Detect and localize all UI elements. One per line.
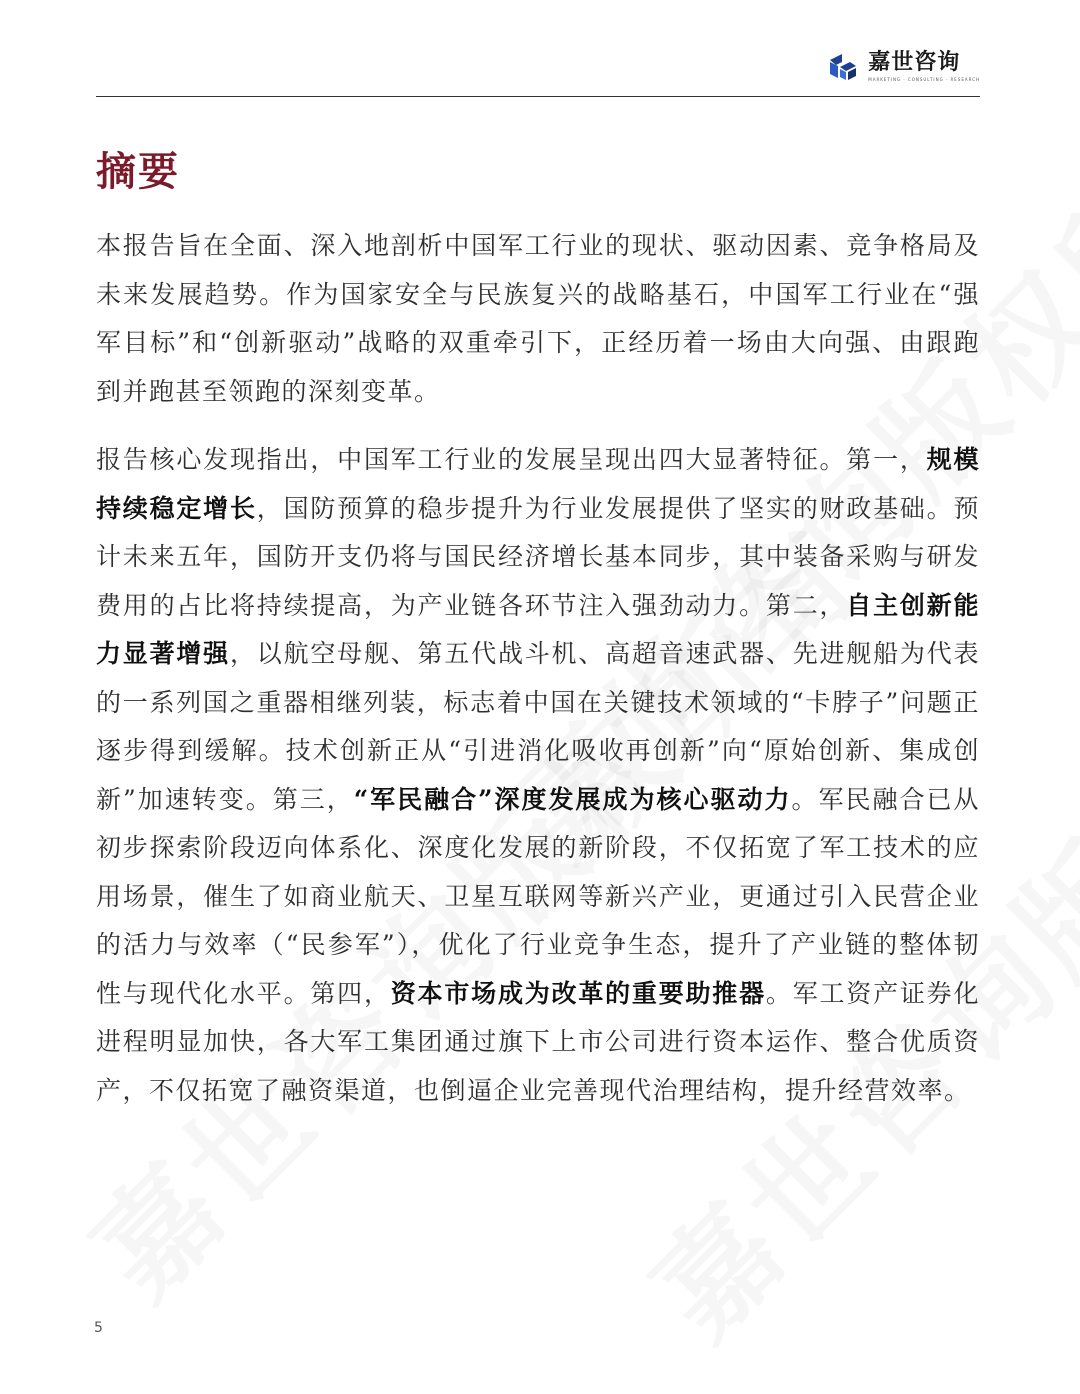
paragraph-text: 本报告旨在全面、深入地剖析中国军工行业的现状、驱动因素、竞争格局及未来发展趋势。作为国家安全与民族复兴的战略基石，中国军工行业在“强军目标”和“创新驱动”战略的双重牵引下，正经历着一场由大向强、由跟跑到并跑甚至领跑的深刻变革。 <box>96 231 980 406</box>
paragraph-text: ，以航空母舰、第五代战斗机、高超音速武器、先进舰船为代表的一系列国之重器相继列装，标志着中国在关键技术领域的“卡脖子”问题正逐步得到缓解。技术创新正从“引进消化吸收再创新”向“原始创新、集成创新”加速转变。第三， <box>96 639 980 814</box>
company-logo <box>826 50 980 84</box>
paragraph <box>96 222 980 416</box>
paragraph <box>96 436 980 1115</box>
logo-mark-icon <box>826 50 860 84</box>
page-header <box>96 40 980 98</box>
paragraph-text: 。军工资产证券化进程明显加快，各大军工集团通过旗下上市公司进行资本运作、整合优质资产，不仅拓宽了融资渠道，也倒逼企业完善现代治理结构，提升经营效率。 <box>96 978 980 1105</box>
emphasis-text: 自主创新能力显著增强 <box>96 590 980 668</box>
logo-name: 嘉世咨询 <box>868 50 961 75</box>
emphasis-text: 规模持续稳定增长 <box>96 445 980 523</box>
header-divider <box>96 96 980 97</box>
emphasis-text: “军民融合”深度发展成为核心驱动力 <box>353 784 792 814</box>
paragraph-text: 报告核心发现指出，中国军工行业的发展呈现出四大显著特征。第一， <box>96 445 927 474</box>
paragraph-text: 。军民融合已从初步探索阶段迈向体系化、深度化发展的新阶段，不仅拓宽了军工技术的应用场景，催生了如商业航天、卫星互联网等新兴产业，更通过引入民营企业的活力与效率（“民参军”），优化了行业竞争生态，提升了产业链的整体韧性与现代化水平。第四， <box>96 784 980 1008</box>
paragraph-text: ，国防预算的稳步提升为行业发展提供了坚实的财政基础。预计未来五年，国防开支仍将与国民经济增长基本同步，其中装备采购与研发费用的占比将持续提高，为产业链各环节注入强劲动力。第二， <box>96 493 980 620</box>
abstract-body <box>96 222 980 1135</box>
page-title: 摘要 <box>96 148 180 195</box>
emphasis-text: 资本市场成为改革的重要助推器 <box>390 978 766 1008</box>
page-number: 5 <box>94 1320 103 1336</box>
logo-tagline: MARKETING · CONSULTING · RESEARCH <box>868 77 980 82</box>
